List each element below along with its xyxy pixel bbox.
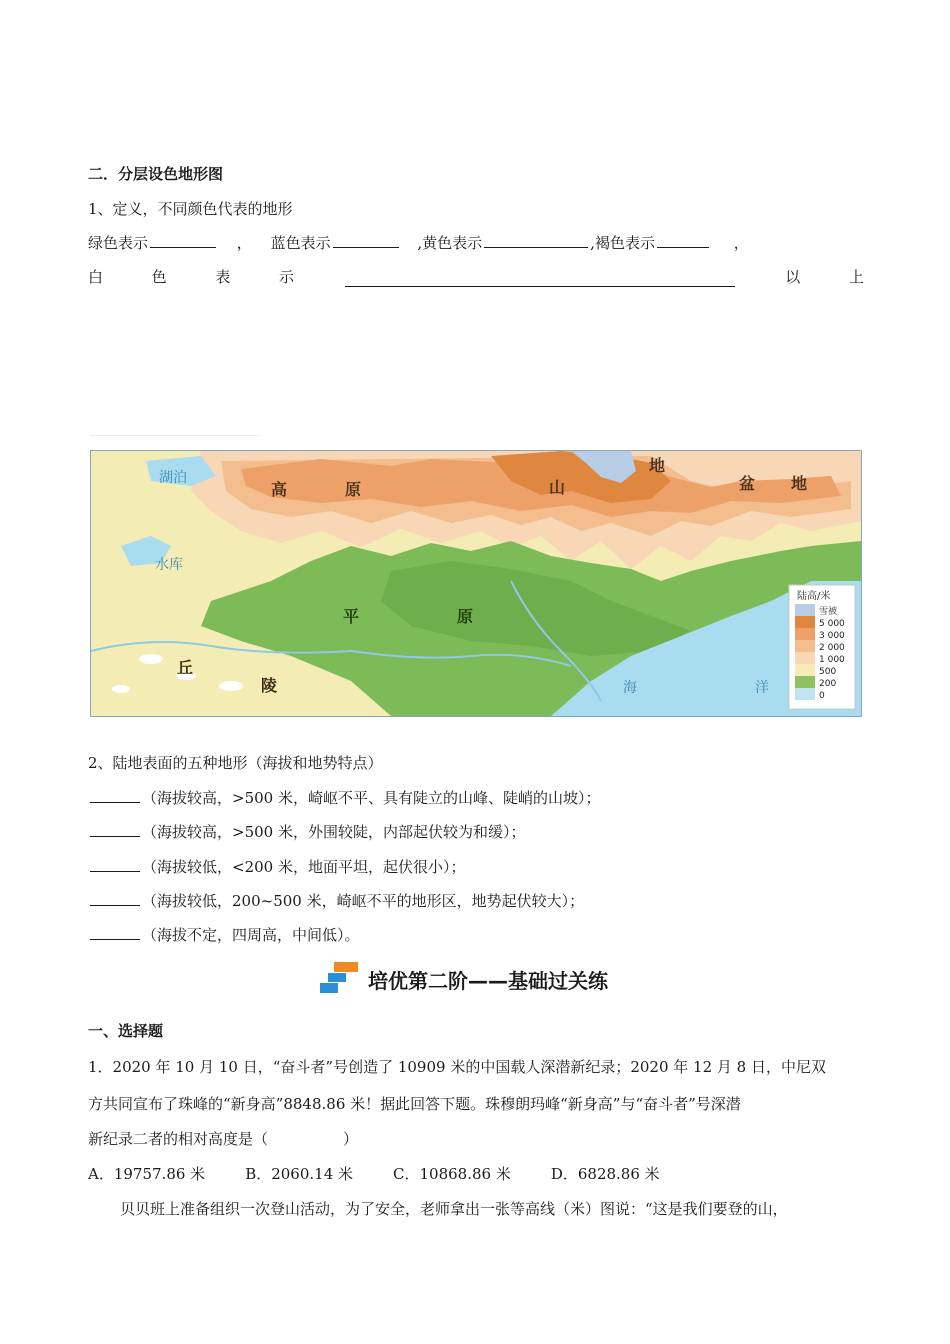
label-basin-2: 盆 [739,474,756,493]
terrain-desc-1: （海拔较高，>500 米，崎岖不平、具有陡立的山峰、陡峭的山坡）； [142,789,601,807]
yellow-label: ,黄色表示 [417,234,483,252]
label-basin-3: 地 [791,474,808,493]
legend-swatch [795,688,815,700]
legend-title: 陆高/米 [797,591,831,602]
q1-line-2: 方共同宣布了珠峰的“新身高”8848.86 米！据此回答下题。珠穆朗玛峰“新身高”与“奋斗者”号深潜 [88,1095,741,1113]
q1-options [88,1163,700,1184]
label-plateau-1: 高 [271,480,288,499]
hill-mark-3 [219,681,243,691]
terrain-blank-1[interactable] [90,788,140,803]
blue-label: 蓝色表示 [270,234,331,252]
terrain-desc-2: （海拔较高，>500 米，外围较陡，内部起伏较为和缓）； [142,823,526,841]
option-a[interactable]: A．19757.86 米 [88,1165,206,1183]
above-char-1: 以 [785,268,801,286]
terrain-item-2 [88,821,525,842]
terrain-blank-4[interactable] [90,891,140,906]
legend-label: 500 [819,667,837,677]
label-plateau-2: 原 [345,480,362,499]
terrain-blank-5[interactable] [90,925,140,940]
section-title: 二．分层设色地形图 [88,165,224,183]
terrain-item-4 [88,890,584,911]
white-fill-line [88,266,864,287]
legend-swatch [795,628,815,640]
terrain-item-5 [88,924,360,945]
legend-swatch [795,640,815,652]
icon-bar-blue-1 [328,973,346,982]
terrain-item-1 [88,787,600,808]
comma-separator-2: ， [733,234,749,252]
question-2-title: 2、陆地表面的五种地形（海拔和地势特点） [88,754,383,772]
label-sea-2: 洋 [755,680,769,696]
legend-label: 3 000 [819,631,845,641]
legend-swatch [795,676,815,688]
legend-swatch [795,616,815,628]
icon-bar-blue-2 [320,983,338,993]
legend-swatch [795,604,815,616]
comma-separator: ， [236,234,252,252]
option-d[interactable]: D．6828.86 米 [550,1165,660,1183]
white-char-1: 白 [88,268,104,286]
label-sea-1: 海 [623,680,637,696]
hill-mark-1 [139,654,163,664]
label-hill-1: 丘 [177,658,194,677]
map-svg [91,451,861,716]
label-reservoir: 水库 [155,557,183,573]
label-mountain: 山 [549,478,566,497]
stage-title: 培优第二阶——基础过关练 [368,968,608,993]
q2-intro-line: 贝贝班上准备组织一次登山活动，为了安全，老师拿出一张等高线（米）图说：“这是我们要登的山， [120,1200,788,1218]
green-blank[interactable] [150,233,216,248]
q1-line-1: 1．2020 年 10 月 10 日，“奋斗者”号创造了 10909 米的中国载人深潜新纪录；2020 年 12 月 8 日，中尼双 [88,1058,826,1076]
terrain-blank-2[interactable] [90,822,140,837]
legend-swatch [795,664,815,676]
terrain-desc-3: （海拔较低，<200 米，地面平坦，起伏很小）； [142,858,466,876]
terrain-desc-4: （海拔较低，200~500 米，崎岖不平的地形区，地势起伏较大）； [142,892,585,910]
faint-divider [90,435,260,436]
white-char-4: 示 [278,268,294,286]
label-plain-1: 平 [343,607,360,626]
map-legend [789,585,855,709]
label-hill-2: 陵 [261,676,278,695]
yellow-blank[interactable] [484,233,588,248]
label-lake: 湖泊 [159,470,187,486]
white-char-3: 表 [215,268,231,286]
icon-bar-orange [334,962,358,972]
legend-label: 雪被 [819,607,838,617]
terrain-item-3 [88,856,465,877]
hill-mark-4 [112,685,130,693]
terrain-desc-5: （海拔不定，四周高，中间低）。 [142,926,360,944]
white-char-2: 色 [151,268,167,286]
legend-label: 0 [819,691,825,701]
brown-blank[interactable] [657,233,709,248]
legend-label: 2 000 [819,643,845,653]
label-plain-2: 原 [457,607,474,626]
above-char-2: 上 [848,268,864,286]
stage-heading-icon [320,962,360,996]
blue-blank[interactable] [333,233,399,248]
legend-label: 200 [819,679,837,689]
terrain-blank-3[interactable] [90,857,140,872]
q1-line-3: 新纪录二者的相对高度是（ ） [88,1130,359,1148]
label-basin-1: 地 [649,456,666,475]
green-label: 绿色表示 [88,234,149,252]
legend-swatch [795,652,815,664]
legend-label: 5 000 [819,619,845,629]
option-c[interactable]: C．10868.86 米 [393,1165,511,1183]
color-fill-line [88,232,749,253]
legend-label: 1 000 [819,655,845,665]
brown-label: ,褐色表示 [590,234,655,252]
option-b[interactable]: B．2060.14 米 [245,1165,354,1183]
stage-heading [320,962,608,996]
question-1-title: 1、定义，不同颜色代表的地形 [88,200,293,218]
section-choice-title: 一、选择题 [88,1022,164,1040]
white-blank[interactable] [345,272,735,287]
layered-tint-map [90,450,862,717]
